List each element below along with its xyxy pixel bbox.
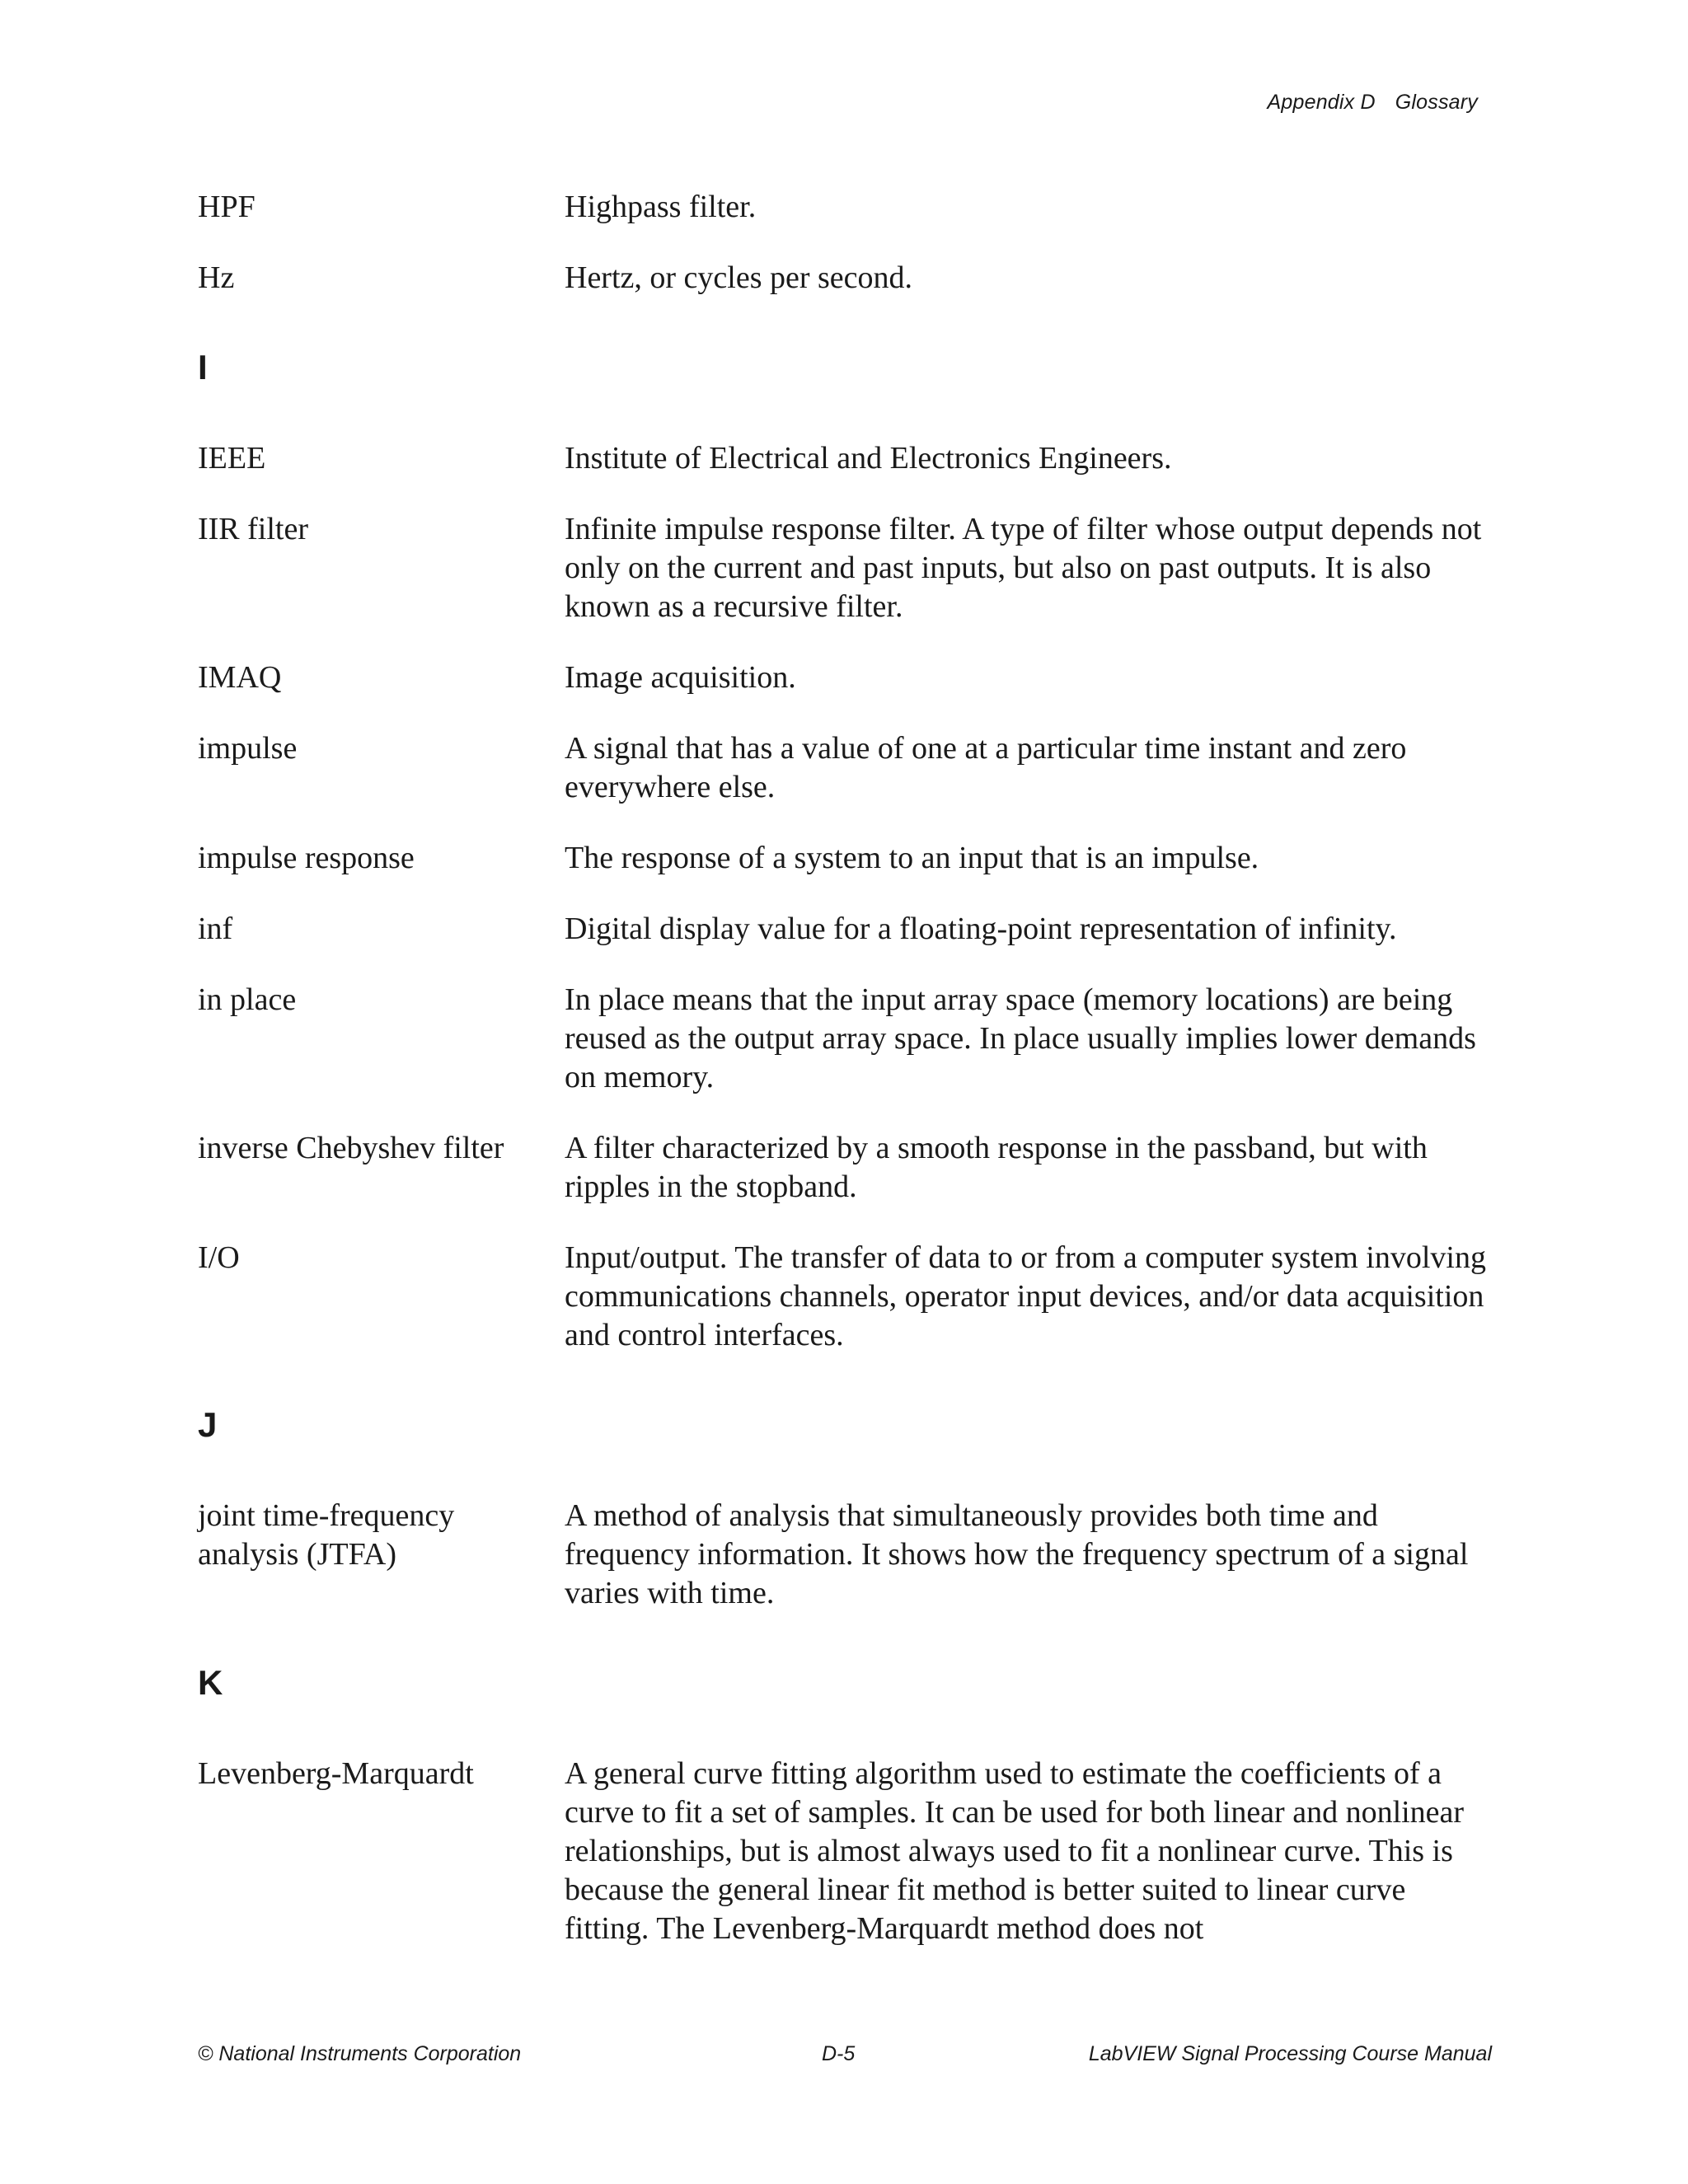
running-header <box>1268 91 1478 115</box>
glossary-term: inverse Chebyshev filter <box>198 1131 504 1165</box>
glossary-definition: Hertz, or cycles per second. <box>565 260 913 295</box>
glossary-term: impulse <box>198 731 298 766</box>
glossary-term: joint time-frequency analysis (JTFA) <box>198 1498 455 1572</box>
glossary-definition: A signal that has a value of one at a particular time instant and zero everywhere else. <box>565 731 1407 804</box>
glossary-term: HPF <box>198 190 256 224</box>
section-heading-j: J <box>198 1405 218 1444</box>
glossary-definition: The response of a system to an input that is an impulse. <box>565 841 1259 875</box>
glossary-entry <box>198 981 1492 1097</box>
glossary-entry <box>198 439 1492 478</box>
glossary-entry <box>198 839 1492 878</box>
glossary-term: Levenberg-Marquardt <box>198 1756 474 1791</box>
glossary-term: in place <box>198 982 297 1017</box>
glossary-term: IEEE <box>198 441 266 476</box>
glossary-definition: Infinite impulse response filter. A type of filter whose output depends not only on the current and past inputs, but also on past outputs. It is also known as a recursive filter. <box>565 512 1482 624</box>
glossary-term: IMAQ <box>198 660 282 695</box>
glossary-entry <box>198 188 1492 227</box>
glossary-definition: A general curve fitting algorithm used to estimate the coefficients of a curve to fit a set of samples. It can be used for both linear and nonlinear relationships, but is almost always used to fit a nonlinear curve. This is because the general linear fit method is better suited to linear curve fitting. The Levenberg-Marquardt method does not <box>565 1756 1465 1946</box>
glossary-term: IIR filter <box>198 512 309 546</box>
glossary-term: inf <box>198 912 233 946</box>
glossary-definition: A filter characterized by a smooth response in the passband, but with ripples in the stopband. <box>565 1131 1428 1204</box>
footer-page-number: D-5 <box>822 2042 856 2065</box>
footer-manual-title: LabVIEW Signal Processing Course Manual <box>1088 2042 1492 2065</box>
glossary-entry <box>198 1239 1492 1355</box>
glossary-definition: Image acquisition. <box>565 660 796 695</box>
header-section: Appendix D <box>1267 91 1376 114</box>
glossary-definition: Digital display value for a floating-point representation of infinity. <box>565 912 1397 946</box>
glossary-body <box>198 188 1492 1980</box>
header-title: Glossary <box>1395 91 1478 114</box>
glossary-term: impulse response <box>198 841 415 875</box>
glossary-entry <box>198 259 1492 298</box>
glossary-entry <box>198 729 1492 807</box>
section-heading-k: K <box>198 1663 223 1702</box>
glossary-term: I/O <box>198 1240 240 1275</box>
footer-copyright: © National Instruments Corporation <box>198 2042 522 2065</box>
glossary-entry <box>198 910 1492 949</box>
glossary-definition: Highpass filter. <box>565 190 757 224</box>
glossary-term: Hz <box>198 260 235 295</box>
glossary-definition: Institute of Electrical and Electronics Engineers. <box>565 441 1172 476</box>
glossary-entry <box>198 1755 1492 1948</box>
glossary-definition: In place means that the input array space (memory locations) are being reused as the output array space. In place usually implies lower demands on memory. <box>565 982 1476 1094</box>
glossary-entry <box>198 1129 1492 1207</box>
glossary-entry <box>198 1497 1492 1613</box>
glossary-definition: Input/output. The transfer of data to or from a computer system involving communications channels, operator input devices, and/or data acquisition and control interfaces. <box>565 1240 1486 1352</box>
glossary-entry <box>198 510 1492 626</box>
section-heading-i: I <box>198 348 208 387</box>
glossary-entry <box>198 658 1492 697</box>
glossary-definition: A method of analysis that simultaneously provides both time and frequency information. It shows how the frequency spectrum of a signal varies with time. <box>565 1498 1469 1610</box>
